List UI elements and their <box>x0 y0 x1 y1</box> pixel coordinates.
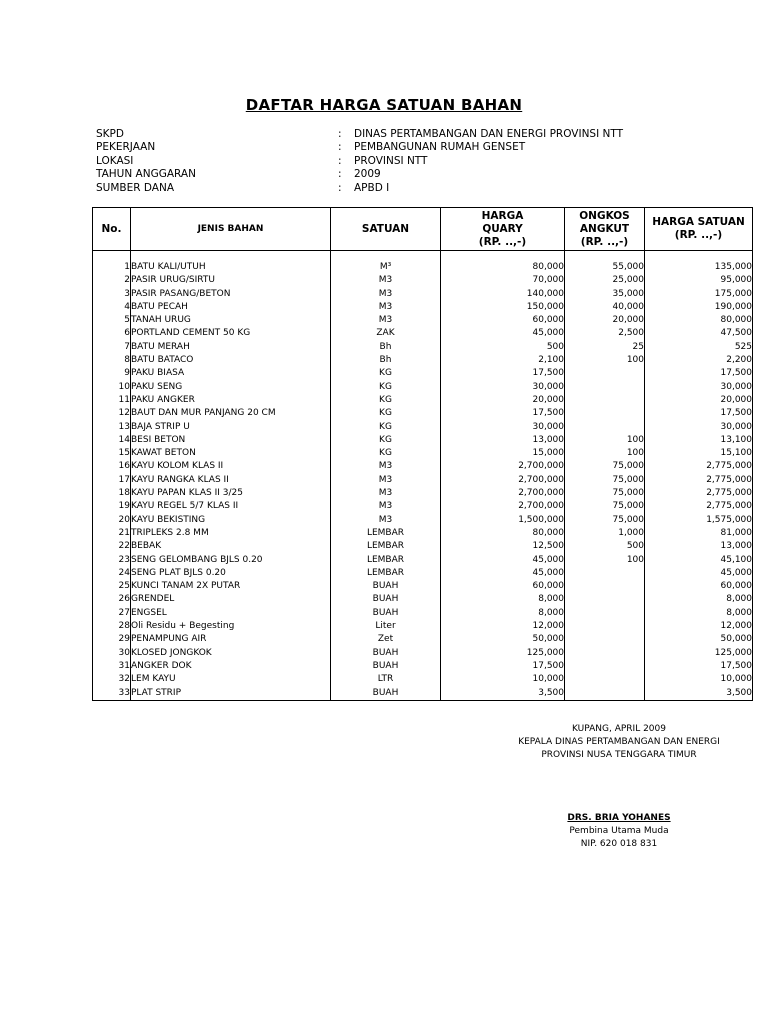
row-number: 33 <box>93 687 131 701</box>
table-row <box>93 354 753 367</box>
row-number: 7 <box>93 341 131 354</box>
transport-cost: 1,000 <box>565 527 645 540</box>
unit-price: 30,000 <box>645 381 753 394</box>
unit: KG <box>331 381 441 394</box>
unit: LTR <box>331 673 441 686</box>
quarry-price: 80,000 <box>441 527 565 540</box>
row-number: 21 <box>93 527 131 540</box>
table-row <box>93 341 753 354</box>
transport-cost: 25,000 <box>565 274 645 287</box>
header-harga-quary: HARGA QUARY (RP. ..,-) <box>441 208 565 251</box>
material-name: BATU MERAH <box>131 341 331 354</box>
transport-cost: 75,000 <box>565 514 645 527</box>
row-number: 1 <box>93 261 131 274</box>
row-number: 32 <box>93 673 131 686</box>
info-colon: : <box>338 181 342 194</box>
quarry-price: 8,000 <box>441 607 565 620</box>
transport-cost: 75,000 <box>565 487 645 500</box>
row-number: 9 <box>93 367 131 380</box>
unit: LEMBAR <box>331 540 441 553</box>
info-row <box>96 168 656 181</box>
table-row <box>93 633 753 646</box>
unit: Zet <box>331 633 441 646</box>
info-label: PEKERJAAN <box>96 141 156 154</box>
unit: KG <box>331 367 441 380</box>
info-value: APBD I <box>354 181 390 194</box>
transport-cost: 75,000 <box>565 460 645 473</box>
price-table <box>92 207 753 701</box>
info-colon: : <box>338 168 342 181</box>
material-name: PORTLAND CEMENT 50 KG <box>131 327 331 340</box>
row-number: 20 <box>93 514 131 527</box>
material-name: TANAH URUG <box>131 314 331 327</box>
row-number: 22 <box>93 540 131 553</box>
table-row <box>93 500 753 513</box>
unit-price: 175,000 <box>645 288 753 301</box>
table-row <box>93 381 753 394</box>
table-row <box>93 314 753 327</box>
quarry-price: 80,000 <box>441 261 565 274</box>
signatory-name: DRS. BRIA YOHANES <box>567 813 671 823</box>
table-row <box>93 288 753 301</box>
unit-price: 17,500 <box>645 407 753 420</box>
material-name: BAUT DAN MUR PANJANG 20 CM <box>131 407 331 420</box>
transport-cost <box>565 567 645 580</box>
unit: BUAH <box>331 593 441 606</box>
transport-cost <box>565 421 645 434</box>
unit: BUAH <box>331 660 441 673</box>
unit-price: 50,000 <box>645 633 753 646</box>
row-number: 17 <box>93 474 131 487</box>
unit: M3 <box>331 487 441 500</box>
unit: M3 <box>331 274 441 287</box>
unit: KG <box>331 421 441 434</box>
material-name: BATU KALI/UTUH <box>131 261 331 274</box>
unit-price: 2,200 <box>645 354 753 367</box>
row-number: 15 <box>93 447 131 460</box>
table-row <box>93 394 753 407</box>
material-name: BESI BETON <box>131 434 331 447</box>
row-number: 26 <box>93 593 131 606</box>
unit-price: 45,000 <box>645 567 753 580</box>
unit-price: 20,000 <box>645 394 753 407</box>
office-province: PROVINSI NUSA TENGGARA TIMUR <box>541 750 697 761</box>
transport-cost <box>565 580 645 593</box>
quarry-price: 8,000 <box>441 593 565 606</box>
row-number: 4 <box>93 301 131 314</box>
transport-cost <box>565 367 645 380</box>
unit-price: 60,000 <box>645 580 753 593</box>
unit: M3 <box>331 288 441 301</box>
office-title: KEPALA DINAS PERTAMBANGAN DAN ENERGI <box>518 737 720 748</box>
info-label: SUMBER DANA <box>96 181 175 194</box>
material-name: PASIR PASANG/BETON <box>131 288 331 301</box>
material-name: KLOSED JONGKOK <box>131 647 331 660</box>
unit-price: 15,100 <box>645 447 753 460</box>
unit: BUAH <box>331 687 441 701</box>
quarry-price: 50,000 <box>441 633 565 646</box>
unit-price: 135,000 <box>645 261 753 274</box>
row-number: 6 <box>93 327 131 340</box>
info-row <box>96 155 656 168</box>
unit: KG <box>331 434 441 447</box>
header-harga-satuan: HARGA SATUAN (RP. ..,-) <box>645 208 753 251</box>
header-jenis-bahan: JENIS BAHAN <box>131 208 331 251</box>
transport-cost: 100 <box>565 354 645 367</box>
unit: M3 <box>331 460 441 473</box>
row-number: 13 <box>93 421 131 434</box>
info-value: 2009 <box>354 168 381 181</box>
quarry-price: 2,100 <box>441 354 565 367</box>
transport-cost: 35,000 <box>565 288 645 301</box>
transport-cost: 25 <box>565 341 645 354</box>
unit: LEMBAR <box>331 554 441 567</box>
table-row <box>93 447 753 460</box>
unit-price: 13,000 <box>645 540 753 553</box>
unit-price: 81,000 <box>645 527 753 540</box>
unit-price: 3,500 <box>645 687 753 701</box>
unit-price: 2,775,000 <box>645 474 753 487</box>
unit-price: 45,100 <box>645 554 753 567</box>
transport-cost: 100 <box>565 554 645 567</box>
row-number: 3 <box>93 288 131 301</box>
unit: KG <box>331 394 441 407</box>
material-name: LEM KAYU <box>131 673 331 686</box>
transport-cost <box>565 660 645 673</box>
unit: M3 <box>331 514 441 527</box>
unit: BUAH <box>331 580 441 593</box>
material-name: SENG GELOMBANG BJLS 0.20 <box>131 554 331 567</box>
quarry-price: 3,500 <box>441 687 565 701</box>
transport-cost <box>565 381 645 394</box>
unit-price: 190,000 <box>645 301 753 314</box>
table-row <box>93 327 753 340</box>
unit: M³ <box>331 261 441 274</box>
unit-price: 95,000 <box>645 274 753 287</box>
table-row <box>93 554 753 567</box>
row-number: 16 <box>93 460 131 473</box>
quarry-price: 10,000 <box>441 673 565 686</box>
unit: Bh <box>331 354 441 367</box>
info-row <box>96 182 656 195</box>
quarry-price: 45,000 <box>441 567 565 580</box>
quarry-price: 2,700,000 <box>441 500 565 513</box>
row-number: 11 <box>93 394 131 407</box>
quarry-price: 13,000 <box>441 434 565 447</box>
material-name: KAYU PAPAN KLAS II 3/25 <box>131 487 331 500</box>
material-name: BATU PECAH <box>131 301 331 314</box>
row-number: 2 <box>93 274 131 287</box>
table-spacer-row <box>93 251 753 262</box>
unit-price: 2,775,000 <box>645 487 753 500</box>
table-row <box>93 514 753 527</box>
row-number: 27 <box>93 607 131 620</box>
table-header-row <box>93 208 753 251</box>
unit-price: 13,100 <box>645 434 753 447</box>
unit-price: 80,000 <box>645 314 753 327</box>
document-title-wrap <box>0 95 768 114</box>
material-name: Oli Residu + Begesting <box>131 620 331 633</box>
unit-price: 8,000 <box>645 607 753 620</box>
table-row <box>93 274 753 287</box>
table-row <box>93 673 753 686</box>
transport-cost: 100 <box>565 447 645 460</box>
material-name: BAJA STRIP U <box>131 421 331 434</box>
signatory-nip: NIP. 620 018 831 <box>580 839 658 850</box>
transport-cost <box>565 407 645 420</box>
material-name: GRENDEL <box>131 593 331 606</box>
transport-cost <box>565 647 645 660</box>
unit: Liter <box>331 620 441 633</box>
table-row <box>93 647 753 660</box>
table-row <box>93 540 753 553</box>
unit-price: 2,775,000 <box>645 460 753 473</box>
info-colon: : <box>338 154 342 167</box>
table-row <box>93 301 753 314</box>
info-label: LOKASI <box>96 154 134 167</box>
quarry-price: 12,500 <box>441 540 565 553</box>
table-row <box>93 421 753 434</box>
info-colon: : <box>338 128 342 140</box>
unit-price: 1,575,000 <box>645 514 753 527</box>
material-name: PENAMPUNG AIR <box>131 633 331 646</box>
unit-price: 8,000 <box>645 593 753 606</box>
quarry-price: 12,000 <box>441 620 565 633</box>
table-row <box>93 474 753 487</box>
quarry-price: 15,000 <box>441 447 565 460</box>
unit: KG <box>331 407 441 420</box>
table-row <box>93 607 753 620</box>
transport-cost: 500 <box>565 540 645 553</box>
unit-price: 2,775,000 <box>645 500 753 513</box>
transport-cost <box>565 687 645 701</box>
info-row <box>96 141 656 154</box>
quarry-price: 140,000 <box>441 288 565 301</box>
table-row <box>93 460 753 473</box>
quarry-price: 2,700,000 <box>441 460 565 473</box>
unit-price: 12,000 <box>645 620 753 633</box>
unit: BUAH <box>331 607 441 620</box>
material-name: KAYU RANGKA KLAS II <box>131 474 331 487</box>
quarry-price: 70,000 <box>441 274 565 287</box>
signature-block <box>474 723 764 763</box>
info-value: PROVINSI NTT <box>354 154 428 167</box>
info-label: SKPD <box>96 128 124 140</box>
signatory-block <box>474 812 764 852</box>
transport-cost <box>565 593 645 606</box>
transport-cost: 55,000 <box>565 261 645 274</box>
table-row <box>93 687 753 701</box>
quarry-price: 150,000 <box>441 301 565 314</box>
unit: M3 <box>331 500 441 513</box>
material-name: TRIPLEKS 2.8 MM <box>131 527 331 540</box>
material-name: SENG PLAT BJLS 0.20 <box>131 567 331 580</box>
unit-price: 125,000 <box>645 647 753 660</box>
table-row <box>93 527 753 540</box>
unit: Bh <box>331 341 441 354</box>
signatory-rank: Pembina Utama Muda <box>569 826 669 837</box>
quarry-price: 1,500,000 <box>441 514 565 527</box>
quarry-price: 500 <box>441 341 565 354</box>
row-number: 14 <box>93 434 131 447</box>
material-name: ENGSEL <box>131 607 331 620</box>
place-date: KUPANG, APRIL 2009 <box>572 724 666 734</box>
row-number: 30 <box>93 647 131 660</box>
material-name: PLAT STRIP <box>131 687 331 701</box>
material-name: PAKU SENG <box>131 381 331 394</box>
unit: LEMBAR <box>331 567 441 580</box>
material-name: KAYU KOLOM KLAS II <box>131 460 331 473</box>
material-name: ANGKER DOK <box>131 660 331 673</box>
transport-cost: 75,000 <box>565 474 645 487</box>
quarry-price: 30,000 <box>441 381 565 394</box>
unit: BUAH <box>331 647 441 660</box>
info-row <box>96 128 656 141</box>
row-number: 25 <box>93 580 131 593</box>
header-no: No. <box>93 208 131 251</box>
row-number: 29 <box>93 633 131 646</box>
unit-price: 525 <box>645 341 753 354</box>
quarry-price: 45,000 <box>441 554 565 567</box>
material-name: PAKU BIASA <box>131 367 331 380</box>
material-name: KAYU REGEL 5/7 KLAS II <box>131 500 331 513</box>
unit: M3 <box>331 314 441 327</box>
material-name: KAWAT BETON <box>131 447 331 460</box>
material-name: BATU BATACO <box>131 354 331 367</box>
table-row <box>93 620 753 633</box>
table-row <box>93 487 753 500</box>
info-value: DINAS PERTAMBANGAN DAN ENERGI PROVINSI NTT <box>354 128 624 140</box>
quarry-price: 17,500 <box>441 660 565 673</box>
unit: KG <box>331 447 441 460</box>
quarry-price: 2,700,000 <box>441 487 565 500</box>
unit: M3 <box>331 301 441 314</box>
row-number: 8 <box>93 354 131 367</box>
material-name: KUNCI TANAM 2X PUTAR <box>131 580 331 593</box>
quarry-price: 17,500 <box>441 367 565 380</box>
transport-cost <box>565 394 645 407</box>
row-number: 24 <box>93 567 131 580</box>
unit-price: 30,000 <box>645 421 753 434</box>
material-name: PASIR URUG/SIRTU <box>131 274 331 287</box>
material-name: KAYU BEKISTING <box>131 514 331 527</box>
quarry-price: 17,500 <box>441 407 565 420</box>
transport-cost: 20,000 <box>565 314 645 327</box>
row-number: 28 <box>93 620 131 633</box>
unit: M3 <box>331 474 441 487</box>
document-title: DAFTAR HARGA SATUAN BAHAN <box>245 96 523 114</box>
header-satuan: SATUAN <box>331 208 441 251</box>
material-name: PAKU ANGKER <box>131 394 331 407</box>
table-row <box>93 407 753 420</box>
info-colon: : <box>338 141 342 154</box>
row-number: 10 <box>93 381 131 394</box>
table-row <box>93 434 753 447</box>
info-label: TAHUN ANGGARAN <box>96 168 196 181</box>
transport-cost <box>565 620 645 633</box>
quarry-price: 125,000 <box>441 647 565 660</box>
table-row <box>93 660 753 673</box>
transport-cost: 100 <box>565 434 645 447</box>
unit: LEMBAR <box>331 527 441 540</box>
quarry-price: 60,000 <box>441 580 565 593</box>
header-ongkos-angkut: ONGKOS ANGKUT (RP. ..,-) <box>565 208 645 251</box>
row-number: 19 <box>93 500 131 513</box>
transport-cost <box>565 633 645 646</box>
unit: ZAK <box>331 327 441 340</box>
table-row <box>93 367 753 380</box>
unit-price: 10,000 <box>645 673 753 686</box>
table-row <box>93 580 753 593</box>
row-number: 5 <box>93 314 131 327</box>
table-row <box>93 261 753 274</box>
transport-cost <box>565 607 645 620</box>
table-row <box>93 593 753 606</box>
quarry-price: 20,000 <box>441 394 565 407</box>
row-number: 12 <box>93 407 131 420</box>
row-number: 31 <box>93 660 131 673</box>
material-name: BEBAK <box>131 540 331 553</box>
transport-cost: 2,500 <box>565 327 645 340</box>
table-row <box>93 567 753 580</box>
row-number: 18 <box>93 487 131 500</box>
unit-price: 47,500 <box>645 327 753 340</box>
quarry-price: 45,000 <box>441 327 565 340</box>
project-info <box>96 128 656 195</box>
transport-cost: 75,000 <box>565 500 645 513</box>
quarry-price: 2,700,000 <box>441 474 565 487</box>
quarry-price: 60,000 <box>441 314 565 327</box>
transport-cost: 40,000 <box>565 301 645 314</box>
unit-price: 17,500 <box>645 660 753 673</box>
info-value: PEMBANGUNAN RUMAH GENSET <box>354 141 526 154</box>
transport-cost <box>565 673 645 686</box>
quarry-price: 30,000 <box>441 421 565 434</box>
unit-price: 17,500 <box>645 367 753 380</box>
row-number: 23 <box>93 554 131 567</box>
